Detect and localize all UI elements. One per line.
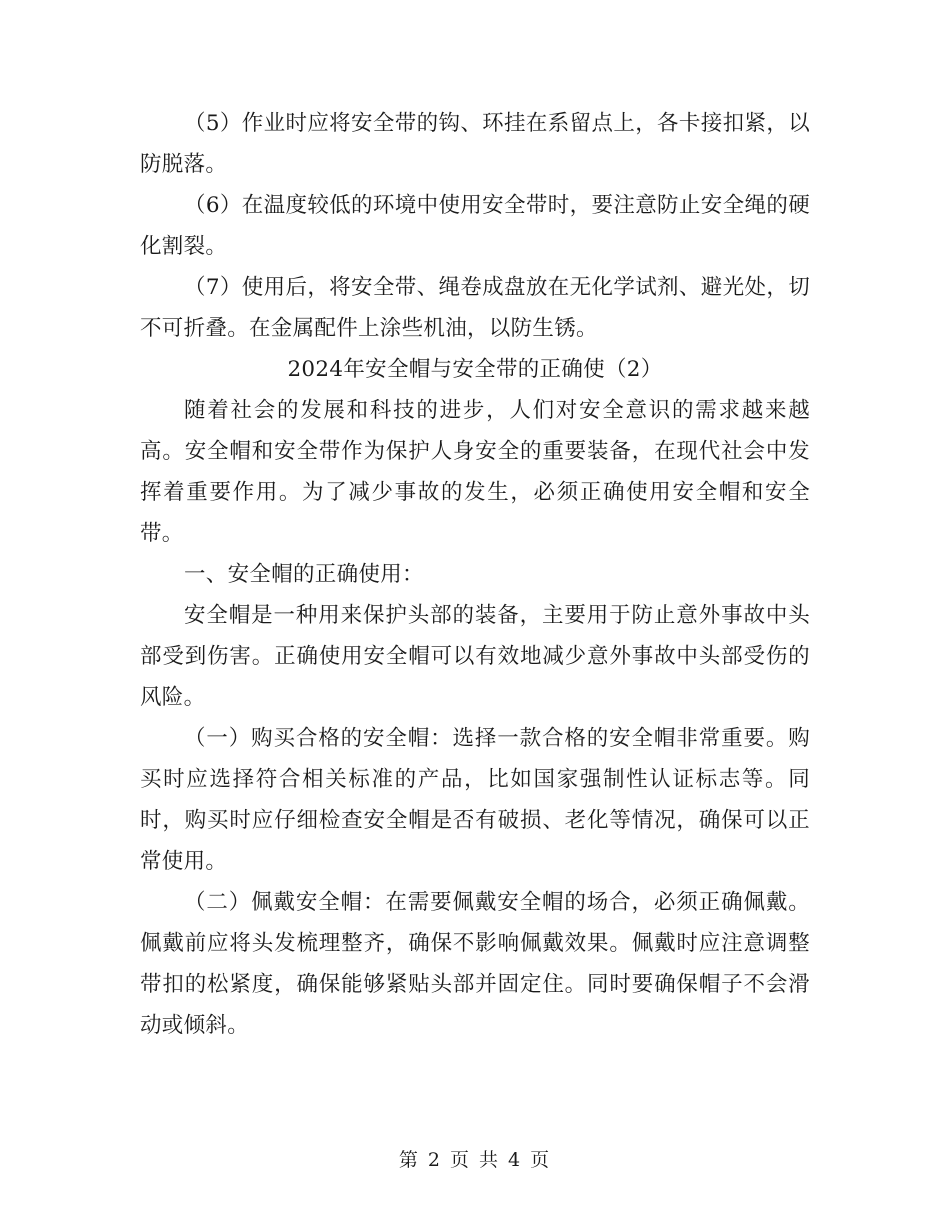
section-title: 2024年安全帽与安全带的正确使（2）	[287, 357, 663, 382]
paragraph-item-5: （5）作业时应将安全带的钩、环挂在系留点上，各卡接扣紧，以防脱落。	[140, 111, 810, 177]
paragraph-wear-helmet: （二）佩戴安全帽：在需要佩戴安全帽的场合，必须正确佩戴。佩戴前应将头发梳理整齐，确保不影响佩戴效果。佩戴时应注意调整带扣的松紧度，确保能够紧贴头部并固定住。同时要确保帽子不会滑动或倾斜。	[140, 890, 810, 1038]
document-content	[140, 103, 810, 1046]
page-footer: 第 2 页 共 4 页	[398, 1149, 552, 1171]
section-heading-helmet: 一、安全帽的正确使用：	[184, 562, 424, 587]
paragraph-item-7: （7）使用后，将安全带、绳卷成盘放在无化学试剂、避光处，切不可折叠。在金属配件上涂些机油，以防生锈。	[140, 275, 810, 341]
paragraph-item-6: （6）在温度较低的环境中使用安全带时，要注意防止安全绳的硬化割裂。	[140, 193, 810, 259]
paragraph-helmet-purpose: 安全帽是一种用来保护头部的装备，主要用于防止意外事故中头部受到伤害。正确使用安全帽可以有效地减少意外事故中头部受伤的风险。	[140, 603, 810, 710]
paragraph-intro: 随着社会的发展和科技的进步，人们对安全意识的需求越来越高。安全帽和安全带作为保护人身安全的重要装备，在现代社会中发挥着重要作用。为了减少事故的发生，必须正确使用安全帽和安全带。	[140, 398, 810, 546]
paragraph-buy-helmet: （一）购买合格的安全帽：选择一款合格的安全帽非常重要。购买时应选择符合相关标准的产品，比如国家强制性认证标志等。同时，购买时应仔细检查安全帽是否有破损、老化等情况，确保可以正常使用。	[140, 726, 810, 874]
